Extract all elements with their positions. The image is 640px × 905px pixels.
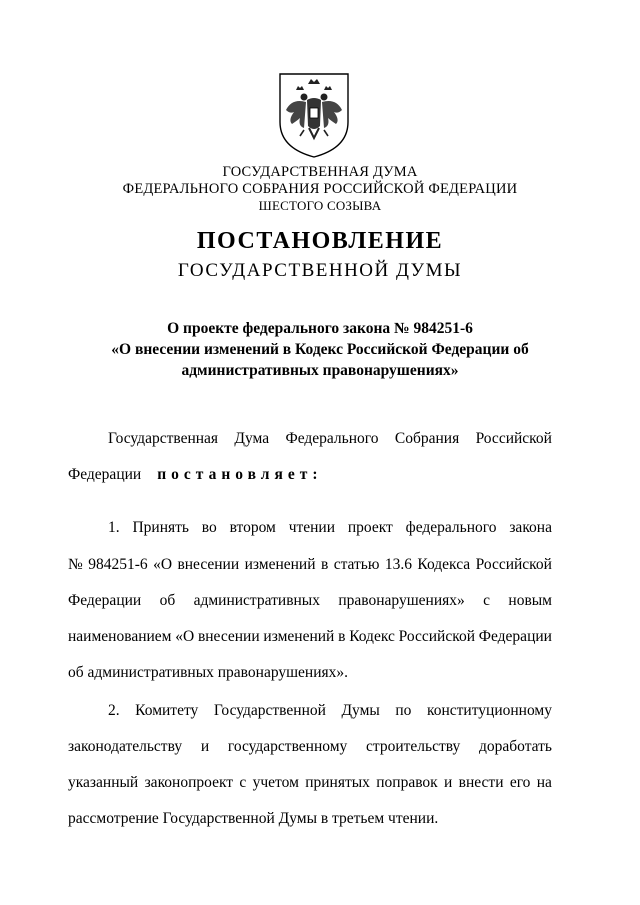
word: и	[444, 774, 453, 791]
word: наименованием	[68, 628, 172, 645]
word: государственному	[227, 738, 348, 755]
word: 2.	[108, 702, 120, 719]
word: во	[201, 519, 217, 536]
word: «О	[153, 556, 173, 573]
word: Государственной	[213, 702, 326, 719]
org-name-line2: ФЕДЕРАЛЬНОГО СОБРАНИЯ РОССИЙСКОЙ ФЕДЕРАЦИИ	[122, 181, 518, 197]
word: Принять	[132, 519, 189, 536]
item1-line2	[68, 556, 552, 574]
item1-line5: об административных правонарушениях».	[68, 664, 349, 681]
word: с	[239, 774, 247, 791]
word: принятых	[305, 774, 370, 791]
word: 984251-6	[88, 556, 148, 573]
preamble-line1	[108, 430, 552, 448]
item1-line1	[108, 519, 552, 537]
word: проект	[347, 519, 393, 536]
document-issuer: ГОСУДАРСТВЕННОЙ ДУМЫ	[177, 260, 463, 281]
word: Федерации	[478, 628, 552, 645]
word: по	[395, 702, 412, 719]
word: на	[536, 774, 552, 791]
word: закона	[509, 519, 552, 536]
word: об	[159, 592, 176, 609]
word: его	[509, 774, 531, 791]
word: и	[200, 738, 210, 755]
word: законодательству	[68, 738, 183, 755]
word: 1.	[108, 519, 120, 536]
document-subject	[90, 318, 550, 381]
document-type: ПОСТАНОВЛЕНИЕ	[196, 228, 444, 254]
word: статью	[333, 556, 380, 573]
word: Кодекса	[417, 556, 471, 573]
subject-line1: О проекте федерального закона № 984251-6	[167, 320, 473, 337]
word: федерального	[405, 519, 497, 536]
word: новым	[508, 592, 552, 609]
word: поправок	[376, 774, 438, 791]
word: внесении	[177, 556, 240, 573]
word: Думы	[341, 702, 380, 719]
word: изменений	[263, 628, 335, 645]
word: внесении	[197, 628, 260, 645]
word: чтении	[288, 519, 336, 536]
word: в	[338, 628, 346, 645]
word: с	[483, 592, 491, 609]
item2-line2	[68, 738, 552, 756]
word: доработать	[479, 738, 552, 755]
word: Федерации	[68, 592, 142, 609]
preamble-line2	[68, 466, 552, 484]
preamble-federation-word: Федерации	[68, 466, 142, 483]
word: Собрания	[394, 430, 460, 447]
word: Комитету	[135, 702, 199, 719]
item2-line1	[108, 702, 552, 720]
word: Федерального	[285, 430, 379, 447]
word: «О	[175, 628, 195, 645]
word: учетом	[252, 774, 299, 791]
convocation-line: ШЕСТОГО СОЗЫВА	[258, 198, 382, 213]
word: Российской	[398, 628, 475, 645]
org-name-line1: ГОСУДАРСТВЕННАЯ ДУМА	[222, 164, 418, 180]
item1-line4	[68, 628, 552, 646]
item1-line3	[68, 592, 552, 610]
word: административных	[193, 592, 320, 609]
word: строительству	[366, 738, 461, 755]
word: Государственная	[108, 430, 219, 447]
word: конституционному	[426, 702, 552, 719]
word: Российской	[475, 430, 552, 447]
word: в	[320, 556, 329, 573]
word: Российской	[475, 556, 552, 573]
word: изменений	[244, 556, 316, 573]
word: внести	[458, 774, 504, 791]
word: правонарушениях»	[338, 592, 465, 609]
subject-line3: административных правонарушениях»	[181, 362, 459, 379]
decree-word: постановляет:	[157, 466, 323, 483]
item2-line4: рассмотрение Государственной Думы в третьем чтении.	[68, 810, 439, 827]
word: втором	[229, 519, 276, 536]
word: 13.6	[384, 556, 412, 573]
word: указанный	[68, 774, 139, 791]
subject-line2: «О внесении изменений в Кодекс Российской Федерации об	[111, 341, 529, 358]
word: Дума	[234, 430, 270, 447]
item2-line3	[68, 774, 552, 792]
coat-of-arms-emblem	[274, 70, 354, 160]
word: законопроект	[144, 774, 234, 791]
word: Кодекс	[349, 628, 395, 645]
word: №	[68, 556, 83, 573]
